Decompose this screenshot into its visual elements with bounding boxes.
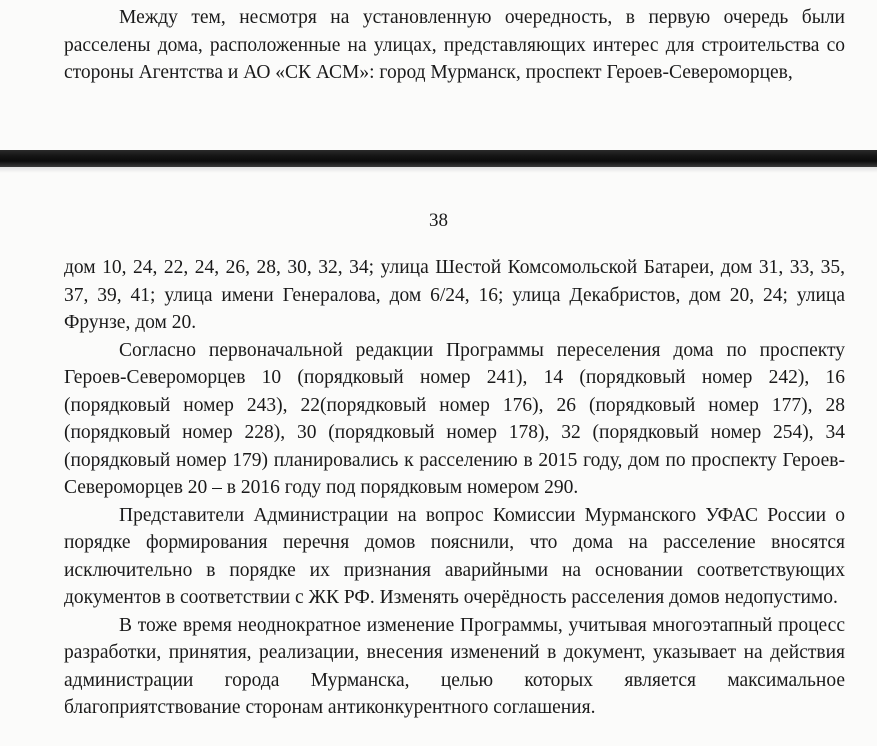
paragraph-conclusion: В тоже время неоднократное изменение Программы, учитывая многоэтапный процесс разработки, принятия, реализации, внесения изменений в документ, указывает на действия администрации города Мурманска, целью которых является максимальное благоприятствование сторонам антиконкурентного соглашения. xyxy=(64,614,845,718)
paragraph-administration-response: Представители Администрации на вопрос Комиссии Мурманского УФАС России о порядке формирования перечня домов пояснили, что дома на расселение вносятся исключительно в порядке их признания аварийными на основании соответствующих документов в соответствии с ЖК РФ. Изменять очерёдность расселения домов недопустимо. xyxy=(64,504,845,608)
paragraph-program-edition: Согласно первоначальной редакции Программы переселения дома по проспекту Героев-Североморцев 10 (порядковый номер 241), 14 (порядковый номер 242), 16 (порядковый номер 243), 22(порядковый номер 176), 26 (порядковый номер 177), 28 (порядковый номер 228), 30 (порядковый номер 178), 32 (порядковый номер 254), 34 (порядковый номер 179) планировались к расселению в 2015 году, дом по проспекту Героев-Североморцев 20 – в 2016 году под порядковым номером 290. xyxy=(64,339,845,498)
paragraph-continuation: дом 10, 24, 22, 24, 26, 28, 30, 32, 34; улица Шестой Комсомольской Батареи, дом 31, 33, 35, 37, 39, 41; улица имени Генералова, дом 6/24, 16; улица Декабристов, дом 20, 24; улица Фрунзе, дом 20. xyxy=(64,257,845,333)
paragraph-top: Между тем, несмотря на установленную очередность, в первую очередь были расселены дома, расположенные на улицах, представляющих интерес для строительства со стороны Агентства и АО «СК АСМ»: город Мурманск, проспект Героев-Североморцев, xyxy=(64,7,845,83)
page-break-divider xyxy=(0,150,877,167)
page-number: 38 xyxy=(429,210,448,231)
page-edge-shadow xyxy=(0,167,877,173)
previous-page-text xyxy=(64,4,845,87)
current-page-text xyxy=(64,254,845,722)
